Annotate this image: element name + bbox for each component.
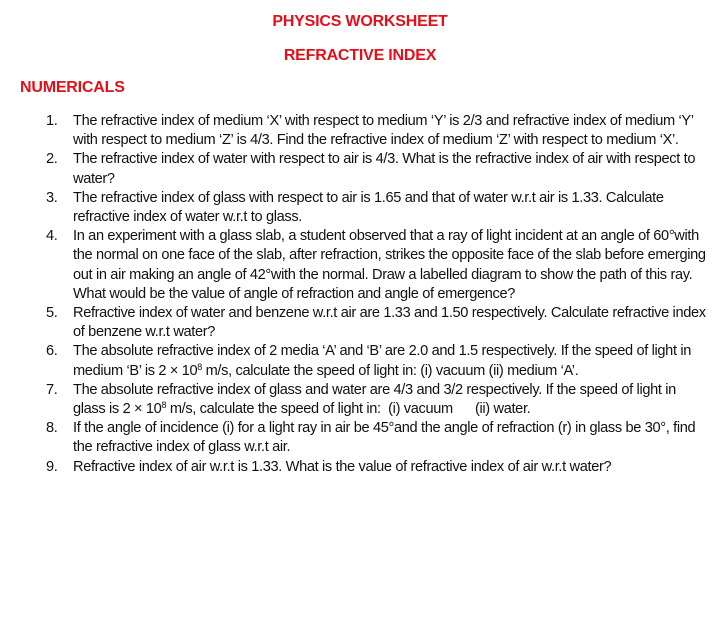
- question-number: 7.: [46, 381, 58, 398]
- question-number: 6.: [46, 343, 58, 360]
- question-item: [46, 419, 706, 457]
- question-text-part: m/s, calculate the speed of light in: (i) vacuum (ii) water.: [166, 401, 531, 418]
- question-number: 8.: [46, 420, 58, 437]
- question-item: [46, 458, 706, 477]
- question-item: [46, 150, 706, 188]
- question-text: In an experiment with a glass slab, a student observed that a ray of light incident at an angle of 60°with the normal on one face of the slab, after refraction, strikes the opposite face of the slab before emerging out in air making an angle of 42°with the normal. Draw a labelled diagram to show the path of this ray. What would be the value of angle of refraction and angle of emergence?: [73, 228, 706, 302]
- question-item: [46, 381, 706, 419]
- question-item: [46, 189, 706, 227]
- worksheet-subtitle: REFRACTIVE INDEX: [283, 47, 437, 64]
- question-text-part: The absolute refractive index of 2 media ‘A’ and ‘B’ are 2.0 and 1.5 respectively. If the speed of light in medium ‘B’ is 2 × 10: [73, 343, 692, 379]
- question-text: The refractive index of glass with respect to air is 1.65 and that of water w.r.t air is 1.33. Calculate refractive index of water w.r.t to glass.: [73, 189, 664, 226]
- question-item: [46, 227, 706, 304]
- exponent: 8: [161, 400, 167, 411]
- section-heading: NUMERICALS: [20, 79, 125, 96]
- question-item: [46, 342, 706, 380]
- question-number: 4.: [46, 228, 58, 245]
- question-number: 9.: [46, 458, 58, 475]
- question-text: If the angle of incidence (i) for a light ray in air be 45°and the angle of refraction (r) in glass be 30°, find the refractive index of glass w.r.t air.: [73, 420, 696, 456]
- question-item: [46, 112, 706, 150]
- question-text-part: The absolute refractive index of glass and water are 4/3 and 3/2 respectively. If the speed of light in glass is 2 × 10: [73, 381, 676, 418]
- question-item: [46, 304, 706, 342]
- question-number: 2.: [46, 151, 58, 168]
- question-text: The refractive index of water with respect to air is 4/3. What is the refractive index of air with respect to water?: [73, 151, 696, 187]
- question-text-part: m/s, calculate the speed of light in: (i) vacuum (ii) medium ‘A’.: [201, 362, 579, 379]
- worksheet-title: PHYSICS WORKSHEET: [272, 13, 448, 30]
- question-text: Refractive index of air w.r.t is 1.33. What is the value of refractive index of air w.r.t water?: [73, 458, 612, 475]
- question-number: 5.: [46, 305, 58, 322]
- question-number: 3.: [46, 189, 58, 206]
- question-text: The refractive index of medium ‘X’ with respect to medium ‘Y’ is 2/3 and refractive index of medium ‘Y’ with respect to medium ‘Z’ is 4/3. Find the refractive index of medium ‘Z’ with respect to medium ‘X’.: [73, 113, 694, 149]
- question-text: [73, 343, 691, 378]
- question-text: Refractive index of water and benzene w.r.t air are 1.33 and 1.50 respectively. Calculate refractive index of benzene w.r.t water?: [73, 305, 706, 341]
- question-number: 1.: [46, 113, 58, 129]
- question-list: [46, 112, 706, 477]
- question-text: [73, 382, 676, 417]
- exponent: 8: [197, 361, 202, 372]
